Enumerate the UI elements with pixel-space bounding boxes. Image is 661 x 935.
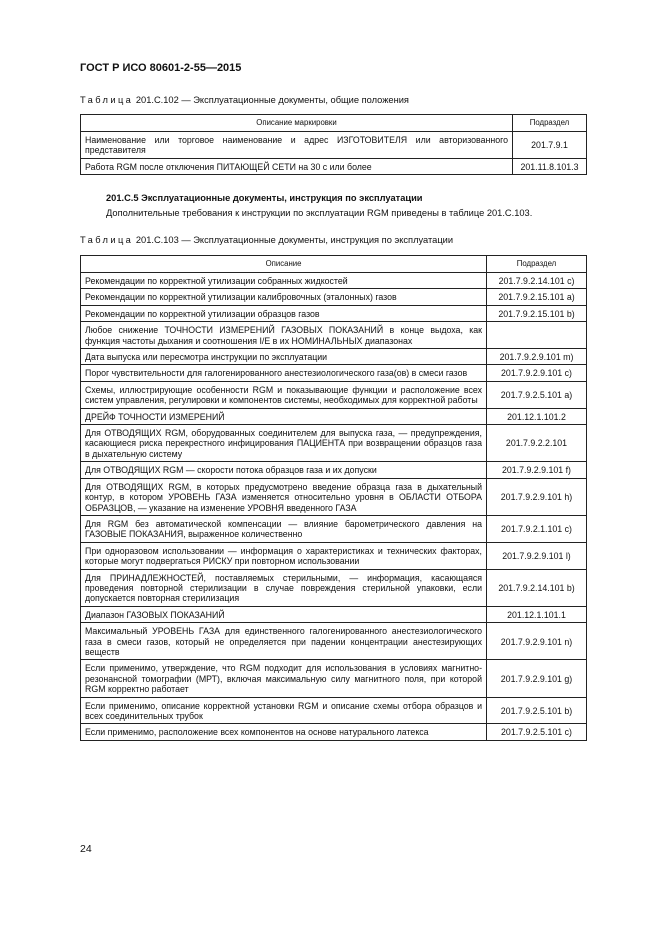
column-header-subsection: Подраздел	[487, 256, 587, 273]
row-subsection: 201.7.9.2.5.101 c)	[487, 724, 587, 740]
section-text: Дополнительные требования к инструкции по эксплуатации RGM приведены в таблице 201.С.103.	[106, 208, 533, 218]
table-row	[81, 381, 587, 408]
row-description: Для ОТВОДЯЩИХ RGM, оборудованных соединителем для выпуска газа, — предупреждения, касающиеся риска перекрестного инфицирования ПАЦИЕНТА при возвращении образцов газа в дыхательную систему	[81, 425, 487, 462]
row-subsection: 201.7.9.2.9.101 h)	[487, 478, 587, 515]
column-header-description: Описание	[81, 256, 487, 273]
row-description: Если применимо, описание корректной установки RGM и описание схемы отбора образцов и всех соединительных трубок	[81, 697, 487, 724]
table-row	[81, 425, 587, 462]
row-subsection: 201.7.9.2.14.101 b)	[487, 569, 587, 606]
row-description: При одноразовом использовании — информация о характеристиках и технических факторах, которые могут подвергаться РИСКУ при повторном использовании	[81, 542, 487, 569]
row-description: Дата выпуска или пересмотра инструкции по эксплуатации	[81, 349, 487, 365]
row-description: Для ОТВОДЯЩИХ RGM — скорости потока образцов газа и их допуски	[81, 462, 487, 478]
row-description: Для ОТВОДЯЩИХ RGM, в которых предусмотрено введение образца газа в дыхательный контур, в котором УРОВЕНЬ ГАЗА изменяется относительно уровня в ОБЛАСТИ ОТБОРА ОБРАЗЦОВ, — указание на изменение УРОВНЯ введенного ГАЗА	[81, 478, 487, 515]
row-description: Если применимо, расположение всех компонентов на основе натурального латекса	[81, 724, 487, 740]
page-number: 24	[80, 843, 92, 855]
table-row	[81, 322, 587, 349]
document-header: ГОСТ Р ИСО 80601-2-55—2015	[80, 62, 242, 74]
row-description: Рекомендации по корректной утилизации калибровочных (эталонных) газов	[81, 289, 487, 305]
row-subsection: 201.12.1.101.1	[487, 606, 587, 622]
caption-text: 201.С.102 — Эксплуатационные документы, общие положения	[135, 95, 409, 105]
row-subsection: 201.7.9.2.1.101 c)	[487, 515, 587, 542]
row-subsection: 201.11.8.101.3	[513, 158, 587, 174]
caption-prefix: Таблица	[80, 235, 134, 245]
row-description: Максимальный УРОВЕНЬ ГАЗА для единственного галогенированного анестезиологического газа в смеси газов, который не определяется при падении концентрации анестезирующих веществ	[81, 623, 487, 660]
table-row	[81, 305, 587, 321]
table-row	[81, 273, 587, 289]
table-general-provisions	[80, 114, 587, 175]
row-description: Схемы, иллюстрирующие особенности RGM и показывающие функции и расположение всех систем управления, регулировки и компонентов системы, необходимых для корректной работы	[81, 381, 487, 408]
row-description: Работа RGM после отключения ПИТАЮЩЕЙ СЕТИ на 30 с или более	[81, 158, 513, 174]
row-subsection: 201.7.9.2.5.101 b)	[487, 697, 587, 724]
table-row	[81, 542, 587, 569]
row-subsection	[487, 322, 587, 349]
table-row	[81, 365, 587, 381]
row-description: Рекомендации по корректной утилизации собранных жидкостей	[81, 273, 487, 289]
table-row	[81, 660, 587, 697]
table-row	[81, 462, 587, 478]
row-subsection: 201.7.9.2.9.101 f)	[487, 462, 587, 478]
table-row	[81, 289, 587, 305]
table-row	[81, 724, 587, 740]
row-subsection: 201.7.9.2.9.101 l)	[487, 542, 587, 569]
table-row	[81, 408, 587, 424]
row-subsection: 201.7.9.2.9.101 n)	[487, 623, 587, 660]
row-description: Для ПРИНАДЛЕЖНОСТЕЙ, поставляемых стерильными, — информация, касающаяся проведения повторной стерилизации в случае повреждения стерильной упаковки, если допускается повторная стерилизация	[81, 569, 487, 606]
table-row	[81, 132, 587, 159]
table-caption-1	[80, 95, 409, 105]
table-row	[81, 606, 587, 622]
caption-prefix: Таблица	[80, 95, 134, 105]
column-header-subsection: Подраздел	[513, 115, 587, 132]
table-row	[81, 515, 587, 542]
row-subsection: 201.7.9.2.15.101 a)	[487, 289, 587, 305]
row-subsection: 201.7.9.1	[513, 132, 587, 159]
row-description: Диапазон ГАЗОВЫХ ПОКАЗАНИЙ	[81, 606, 487, 622]
caption-text: 201.С.103 — Эксплуатационные документы, инструкция по эксплуатации	[135, 235, 454, 245]
row-subsection: 201.7.9.2.15.101 b)	[487, 305, 587, 321]
row-description: Для RGM без автоматической компенсации — влияние барометрического давления на ГАЗОВЫЕ ПОКАЗАНИЯ, выраженное количественно	[81, 515, 487, 542]
table-row	[81, 478, 587, 515]
table-row	[81, 349, 587, 365]
table-row	[81, 158, 587, 174]
table-caption-2	[80, 235, 453, 245]
row-description: Если применимо, утверждение, что RGM подходит для использования в условиях магнитно-резонансной томографии (МРТ), включая максимальную силу магнитного поля, при которой RGM корректно работает	[81, 660, 487, 697]
column-header-description: Описание маркировки	[81, 115, 513, 132]
table-operating-instructions	[80, 255, 587, 741]
row-description: ДРЕЙФ ТОЧНОСТИ ИЗМЕРЕНИЙ	[81, 408, 487, 424]
row-subsection: 201.7.9.2.9.101 m)	[487, 349, 587, 365]
row-subsection: 201.7.9.2.2.101	[487, 425, 587, 462]
row-subsection: 201.7.9.2.5.101 a)	[487, 381, 587, 408]
row-subsection: 201.7.9.2.9.101 g)	[487, 660, 587, 697]
row-subsection: 201.7.9.2.14.101 c)	[487, 273, 587, 289]
section-title: 201.С.5 Эксплуатационные документы, инструкция по эксплуатации	[106, 193, 423, 203]
table-row	[81, 697, 587, 724]
row-description: Наименование или торговое наименование и адрес ИЗГОТОВИТЕЛЯ или авторизованного представителя	[81, 132, 513, 159]
table-row	[81, 569, 587, 606]
row-subsection: 201.7.9.2.9.101 c)	[487, 365, 587, 381]
table-row	[81, 623, 587, 660]
row-description: Рекомендации по корректной утилизации образцов газов	[81, 305, 487, 321]
row-subsection: 201.12.1.101.2	[487, 408, 587, 424]
row-description: Порог чувствительности для галогенированного анестезиологического газа(ов) в смеси газов	[81, 365, 487, 381]
row-description: Любое снижение ТОЧНОСТИ ИЗМЕРЕНИЙ ГАЗОВЫХ ПОКАЗАНИЙ в конце выдоха, как функция частоты дыхания и соотношения I/E в их НОМИНАЛЬНЫХ диапазонах	[81, 322, 487, 349]
